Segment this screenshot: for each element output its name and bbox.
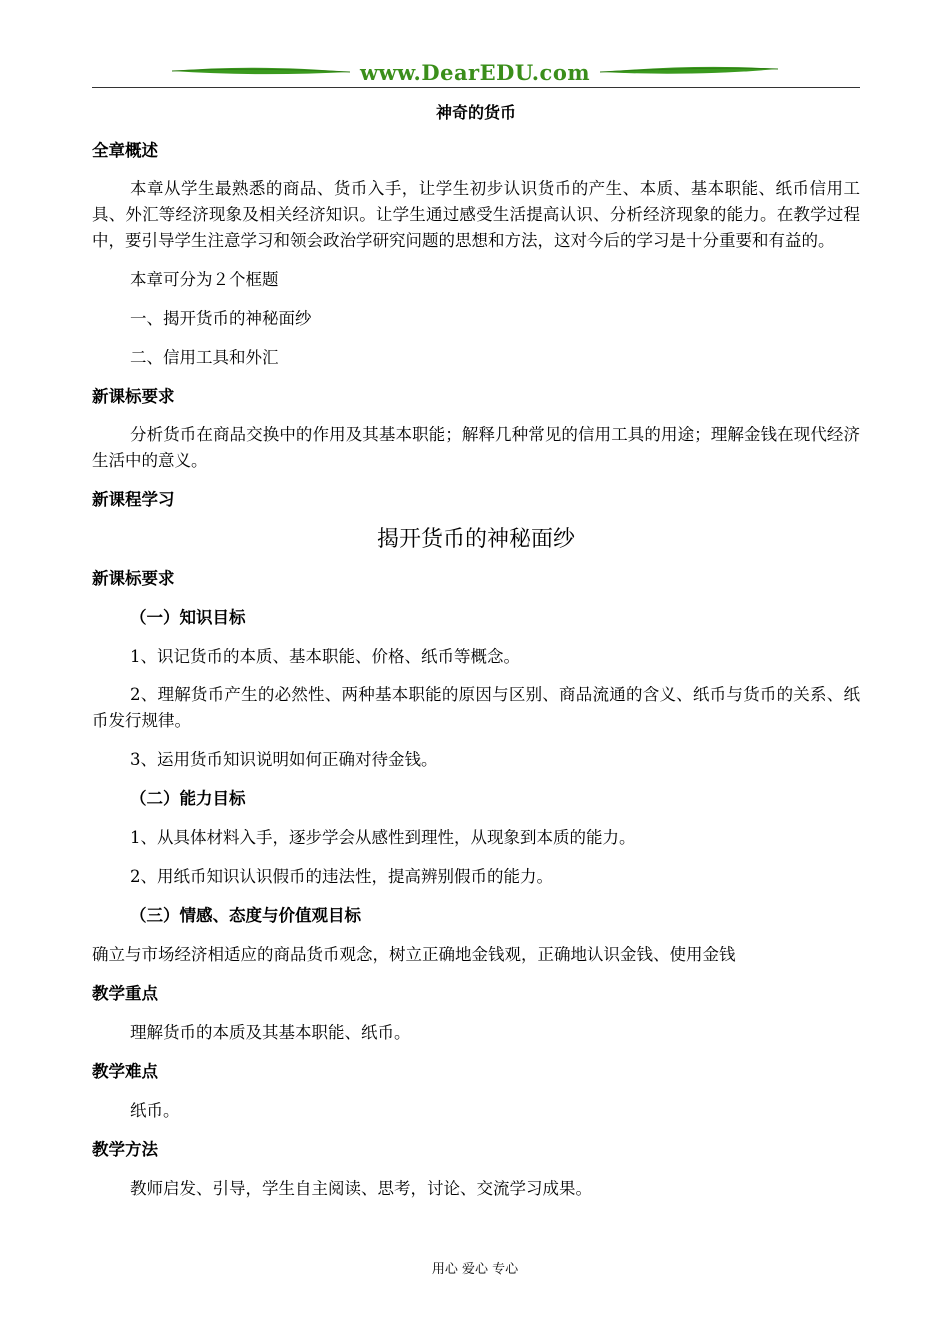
knowledge-goals-heading: （一）知识目标: [130, 608, 246, 627]
emotion-goals-heading: （三）情感、态度与价值观目标: [130, 906, 361, 925]
header-divider: [92, 87, 860, 88]
standards-heading: 新课标要求: [92, 387, 175, 406]
knowledge-goal-1: 1、识记货币的本质、基本职能、价格、纸币等概念。: [130, 647, 520, 666]
topic-item-1: 一、揭开货币的神秘面纱: [130, 309, 312, 328]
document-body: [92, 95, 860, 1208]
knowledge-goal-3: 3、运用货币知识说明如何正确对待金钱。: [130, 750, 438, 769]
standards-paragraph: 分析货币在商品交换中的作用及其基本职能；解释几种常见的信用工具的用途；理解金钱在现代经济生活中的意义。: [92, 425, 860, 470]
chapter-division: 本章可分为２个框题: [130, 270, 279, 289]
header-banner: [170, 58, 780, 88]
section-standards-heading: 新课标要求: [92, 569, 175, 588]
topic-item-2: 二、信用工具和外汇: [130, 348, 279, 367]
document-title: 神奇的货币: [435, 103, 516, 122]
overview-paragraph: 本章从学生最熟悉的商品、货币入手，让学生初步认识货币的产生、本质、基本职能、纸币信用工具、外汇等经济现象及相关经济知识。让学生通过感受生活提高认识、分析经济现象的能力。在教学过程中，要引导学生注意学习和领会政治学研究问题的思想和方法，这对今后的学习是十分重要和有益的。: [92, 179, 860, 250]
difficulty-heading: 教学难点: [92, 1062, 158, 1081]
ability-goal-2: 2、用纸币知识认识假币的违法性，提高辨别假币的能力。: [130, 867, 553, 886]
header-site-name: www.DearEDU.com: [359, 60, 591, 85]
overview-heading: 全章概述: [92, 141, 158, 160]
method-text: 教师启发、引导，学生自主阅读、思考，讨论、交流学习成果。: [130, 1179, 592, 1198]
ability-goals-heading: （二）能力目标: [130, 789, 246, 808]
emotion-goal-text: 确立与市场经济相适应的商品货币观念，树立正确地金钱观，正确地认识金钱、使用金钱: [92, 945, 736, 964]
section-title: 揭开货币的神秘面纱: [376, 527, 575, 552]
page-footer: 用心 爱心 专心: [431, 1262, 519, 1277]
key-point-text: 理解货币的本质及其基本职能、纸币。: [130, 1023, 411, 1042]
difficulty-text: 纸币。: [130, 1101, 180, 1120]
knowledge-goal-2: 2、理解货币产生的必然性、两种基本职能的原因与区别、商品流通的含义、纸币与货币的关系、纸币发行规律。: [92, 685, 860, 730]
method-heading: 教学方法: [92, 1140, 158, 1159]
key-point-heading: 教学重点: [92, 984, 158, 1003]
study-heading: 新课程学习: [92, 490, 175, 509]
ability-goal-1: 1、从具体材料入手，逐步学会从感性到理性，从现象到本质的能力。: [130, 828, 636, 847]
